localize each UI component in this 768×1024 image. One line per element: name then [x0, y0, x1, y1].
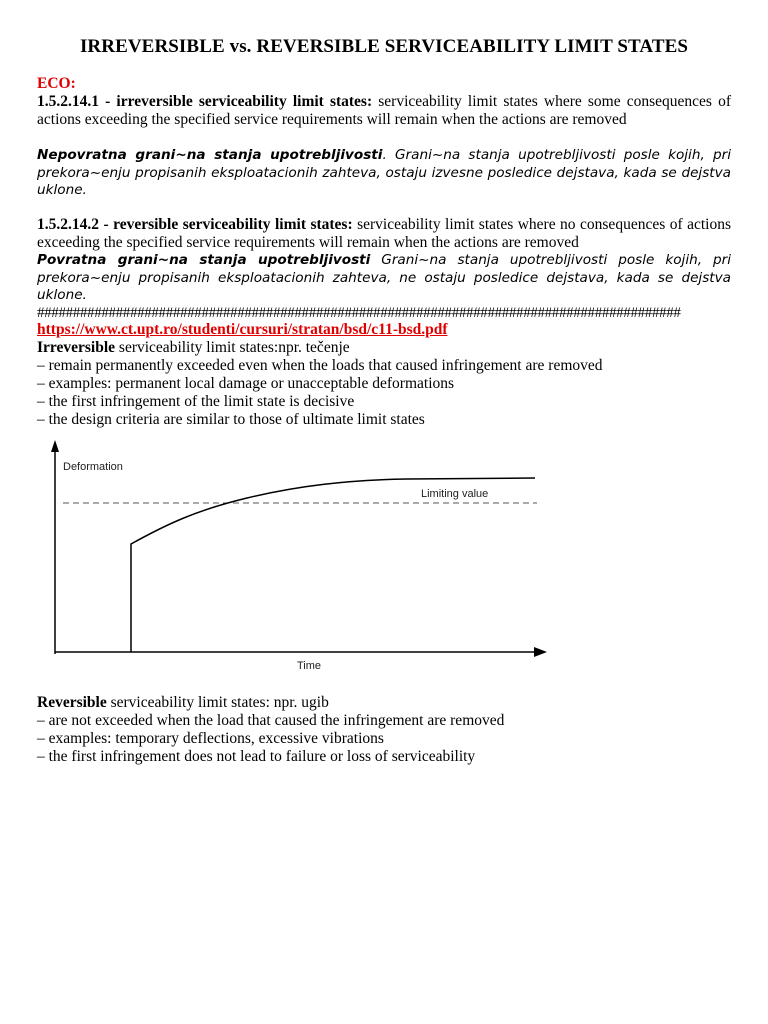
page-title: IRREVERSIBLE vs. REVERSIBLE SERVICEABILITY LIMIT STATES — [79, 36, 689, 57]
reversible-section — [37, 694, 731, 766]
list-item: – the first infringement does not lead to failure or loss of serviceability — [37, 748, 476, 765]
section-1-text: serviceability limit states where some consequences of actions exceeding the specified service requirements will remain when the actions are removed — [37, 93, 731, 128]
reversible-heading-line — [37, 694, 731, 712]
section-2-heading: 1.5.2.14.2 - reversible serviceability limit states: — [37, 216, 353, 233]
reversible-heading: Reversible — [37, 694, 107, 711]
list-item: – are not exceeded when the load that caused the infringement are removed — [37, 712, 505, 729]
section-1-heading: 1.5.2.14.1 - irreversible serviceability limit states: — [37, 93, 373, 110]
eco-label: ECO: — [37, 75, 76, 92]
list-item: – remain permanently exceeded even when the loads that caused infringement are removed — [37, 357, 603, 374]
irreversible-heading: Irreversible — [37, 339, 116, 356]
section-2-translation — [37, 252, 731, 305]
section-2-text: serviceability limit states where no consequences of actions exceeding the specified service requirements will remain when the actions are removed — [37, 216, 731, 251]
deformation-time-figure — [47, 436, 557, 676]
source-link-row — [37, 321, 731, 339]
list-item: – examples: permanent local damage or unacceptable deformations — [37, 375, 455, 392]
section-1-translation-text: . Grani~na stanja upotrebljivosti posle kojih, pri prekora~enju propisanih eksploatacionih zahteva, ostaju izvesne posledice dejstava, kada se dejstva uklone. — [37, 147, 731, 198]
limiting-value-label: Limiting value — [421, 488, 489, 500]
y-axis-arrow — [51, 440, 59, 452]
irreversible-section — [37, 339, 731, 429]
section-1-definition — [37, 93, 731, 129]
separator-line: ########################################################################################## — [37, 305, 681, 321]
x-axis-arrow — [534, 647, 547, 657]
irreversible-heading-line — [37, 339, 731, 357]
deformation-curve — [131, 478, 535, 652]
y-axis-label: Deformation — [63, 461, 123, 473]
irreversible-heading-rest: serviceability limit states:npr. tečenje — [115, 339, 350, 356]
section-1-translation — [37, 147, 731, 200]
source-link[interactable]: https://www.ct.upt.ro/studenti/cursuri/stratan/bsd/c11-bsd.pdf — [37, 321, 448, 338]
section-1-translation-heading: Nepovratna grani~na stanja upotrebljivosti — [37, 147, 383, 163]
list-item: – the first infringement of the limit state is decisive — [37, 393, 355, 410]
section-2-translation-text: Grani~na stanja upotrebljivosti posle kojih, pri prekora~enju propisanih eksploatacionih zahteva, ne ostaju posledice dejstava, kada se dejstva uklone. — [37, 252, 731, 303]
list-item: – the design criteria are similar to those of ultimate limit states — [37, 411, 425, 428]
section-2-definition — [37, 216, 731, 252]
x-axis-label: Time — [297, 660, 322, 672]
reversible-heading-rest: serviceability limit states: npr. ugib — [106, 694, 329, 711]
list-item: – examples: temporary deflections, excessive vibrations — [37, 730, 384, 747]
eco-label-row — [37, 75, 731, 93]
section-2-translation-heading: Povratna grani~na stanja upotrebljivosti — [37, 252, 371, 268]
